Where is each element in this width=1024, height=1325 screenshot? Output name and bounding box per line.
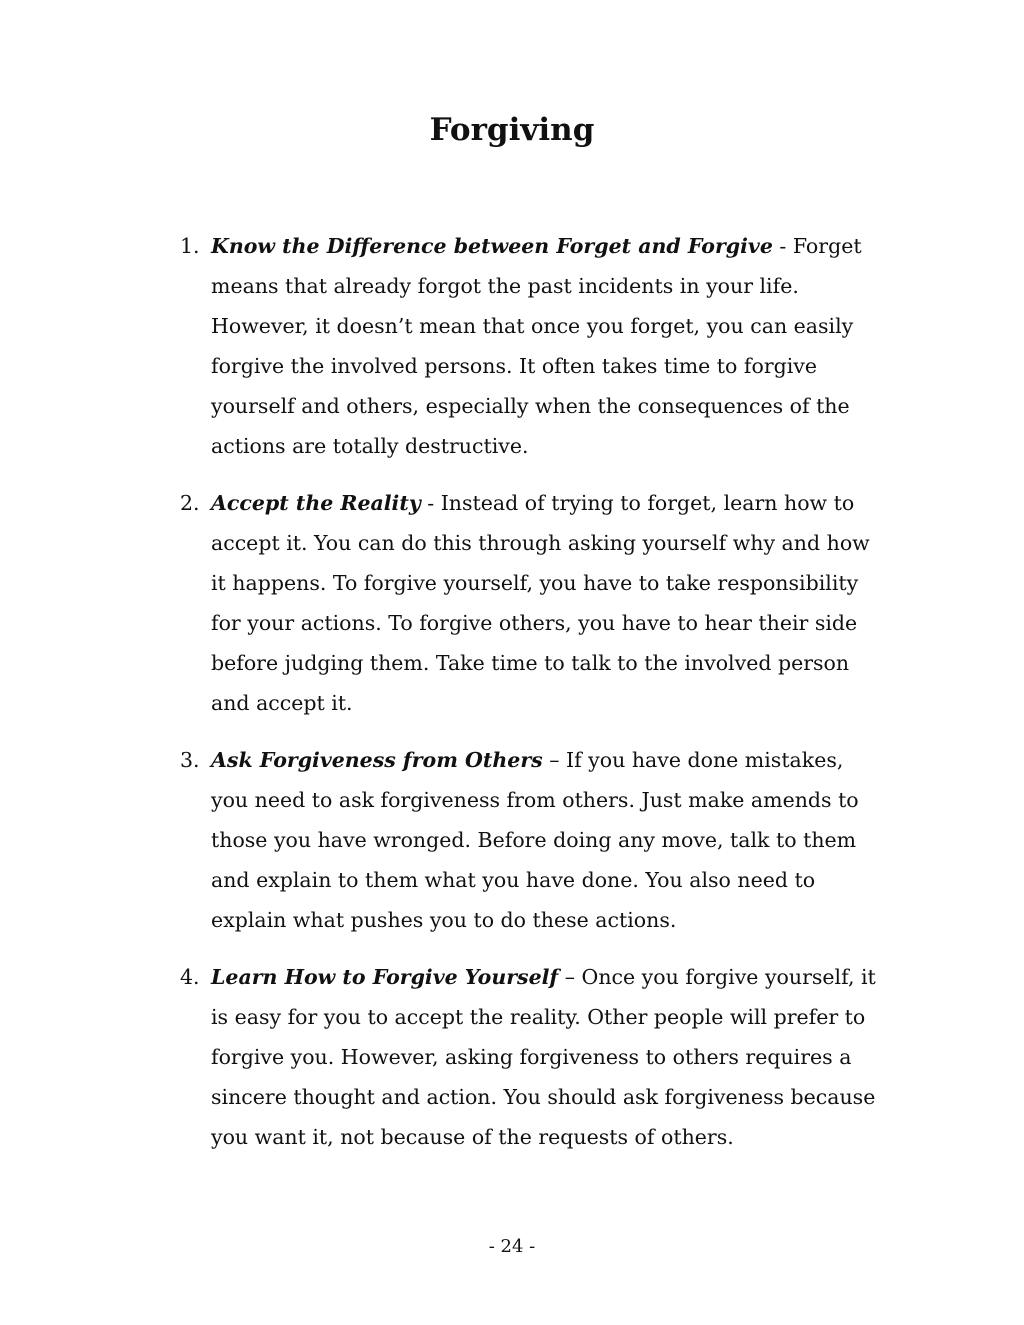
numbered-list [180, 226, 880, 1174]
page-number: - 24 - [488, 1236, 536, 1257]
item-body: Once you forgive yourself, it is easy for you to accept the reality. Other people will prefer to forgive you. However, asking forgiveness to others requires a sincere thought and action. You should ask forgiveness because you want it, not because of the requests of others. [211, 965, 876, 1149]
item-number: 1. [180, 234, 200, 258]
list-item [180, 740, 880, 940]
item-separator: - [772, 234, 793, 258]
list-item [180, 483, 880, 723]
item-body: Forget means that already forgot the past incidents in your life. However, it doesn’t mean that once you forget, you can easily forgive the involved persons. It often takes time to forgive yourself and others, especially when the consequences of the actions are totally destructive. [211, 234, 862, 458]
item-number: 4. [180, 965, 200, 989]
item-separator: – [542, 748, 566, 772]
item-body: If you have done mistakes, you need to ask forgiveness from others. Just make amends to those you have wronged. Before doing any move, talk to them and explain to them what you have done. You also need to explain what pushes you to do these actions. [211, 748, 859, 932]
item-number: 3. [180, 748, 200, 772]
item-body: Instead of trying to forget, learn how to accept it. You can do this through asking yourself why and how it happens. To forgive yourself, you have to take responsibility for your actions. To forgive others, you have to hear their side before judging them. Take time to talk to the involved person and accept it. [211, 491, 870, 715]
item-heading: Know the Difference between Forget and Forgive [211, 234, 773, 258]
item-separator: – [558, 965, 582, 989]
item-number: 2. [180, 491, 200, 515]
item-heading: Learn How to Forgive Yourself [211, 965, 559, 989]
item-heading: Ask Forgiveness from Others [211, 748, 543, 772]
list-item [180, 226, 880, 466]
list-item [180, 957, 880, 1157]
page-title: Forgiving [429, 112, 595, 148]
item-separator: - [420, 491, 441, 515]
item-heading: Accept the Reality [211, 491, 421, 515]
